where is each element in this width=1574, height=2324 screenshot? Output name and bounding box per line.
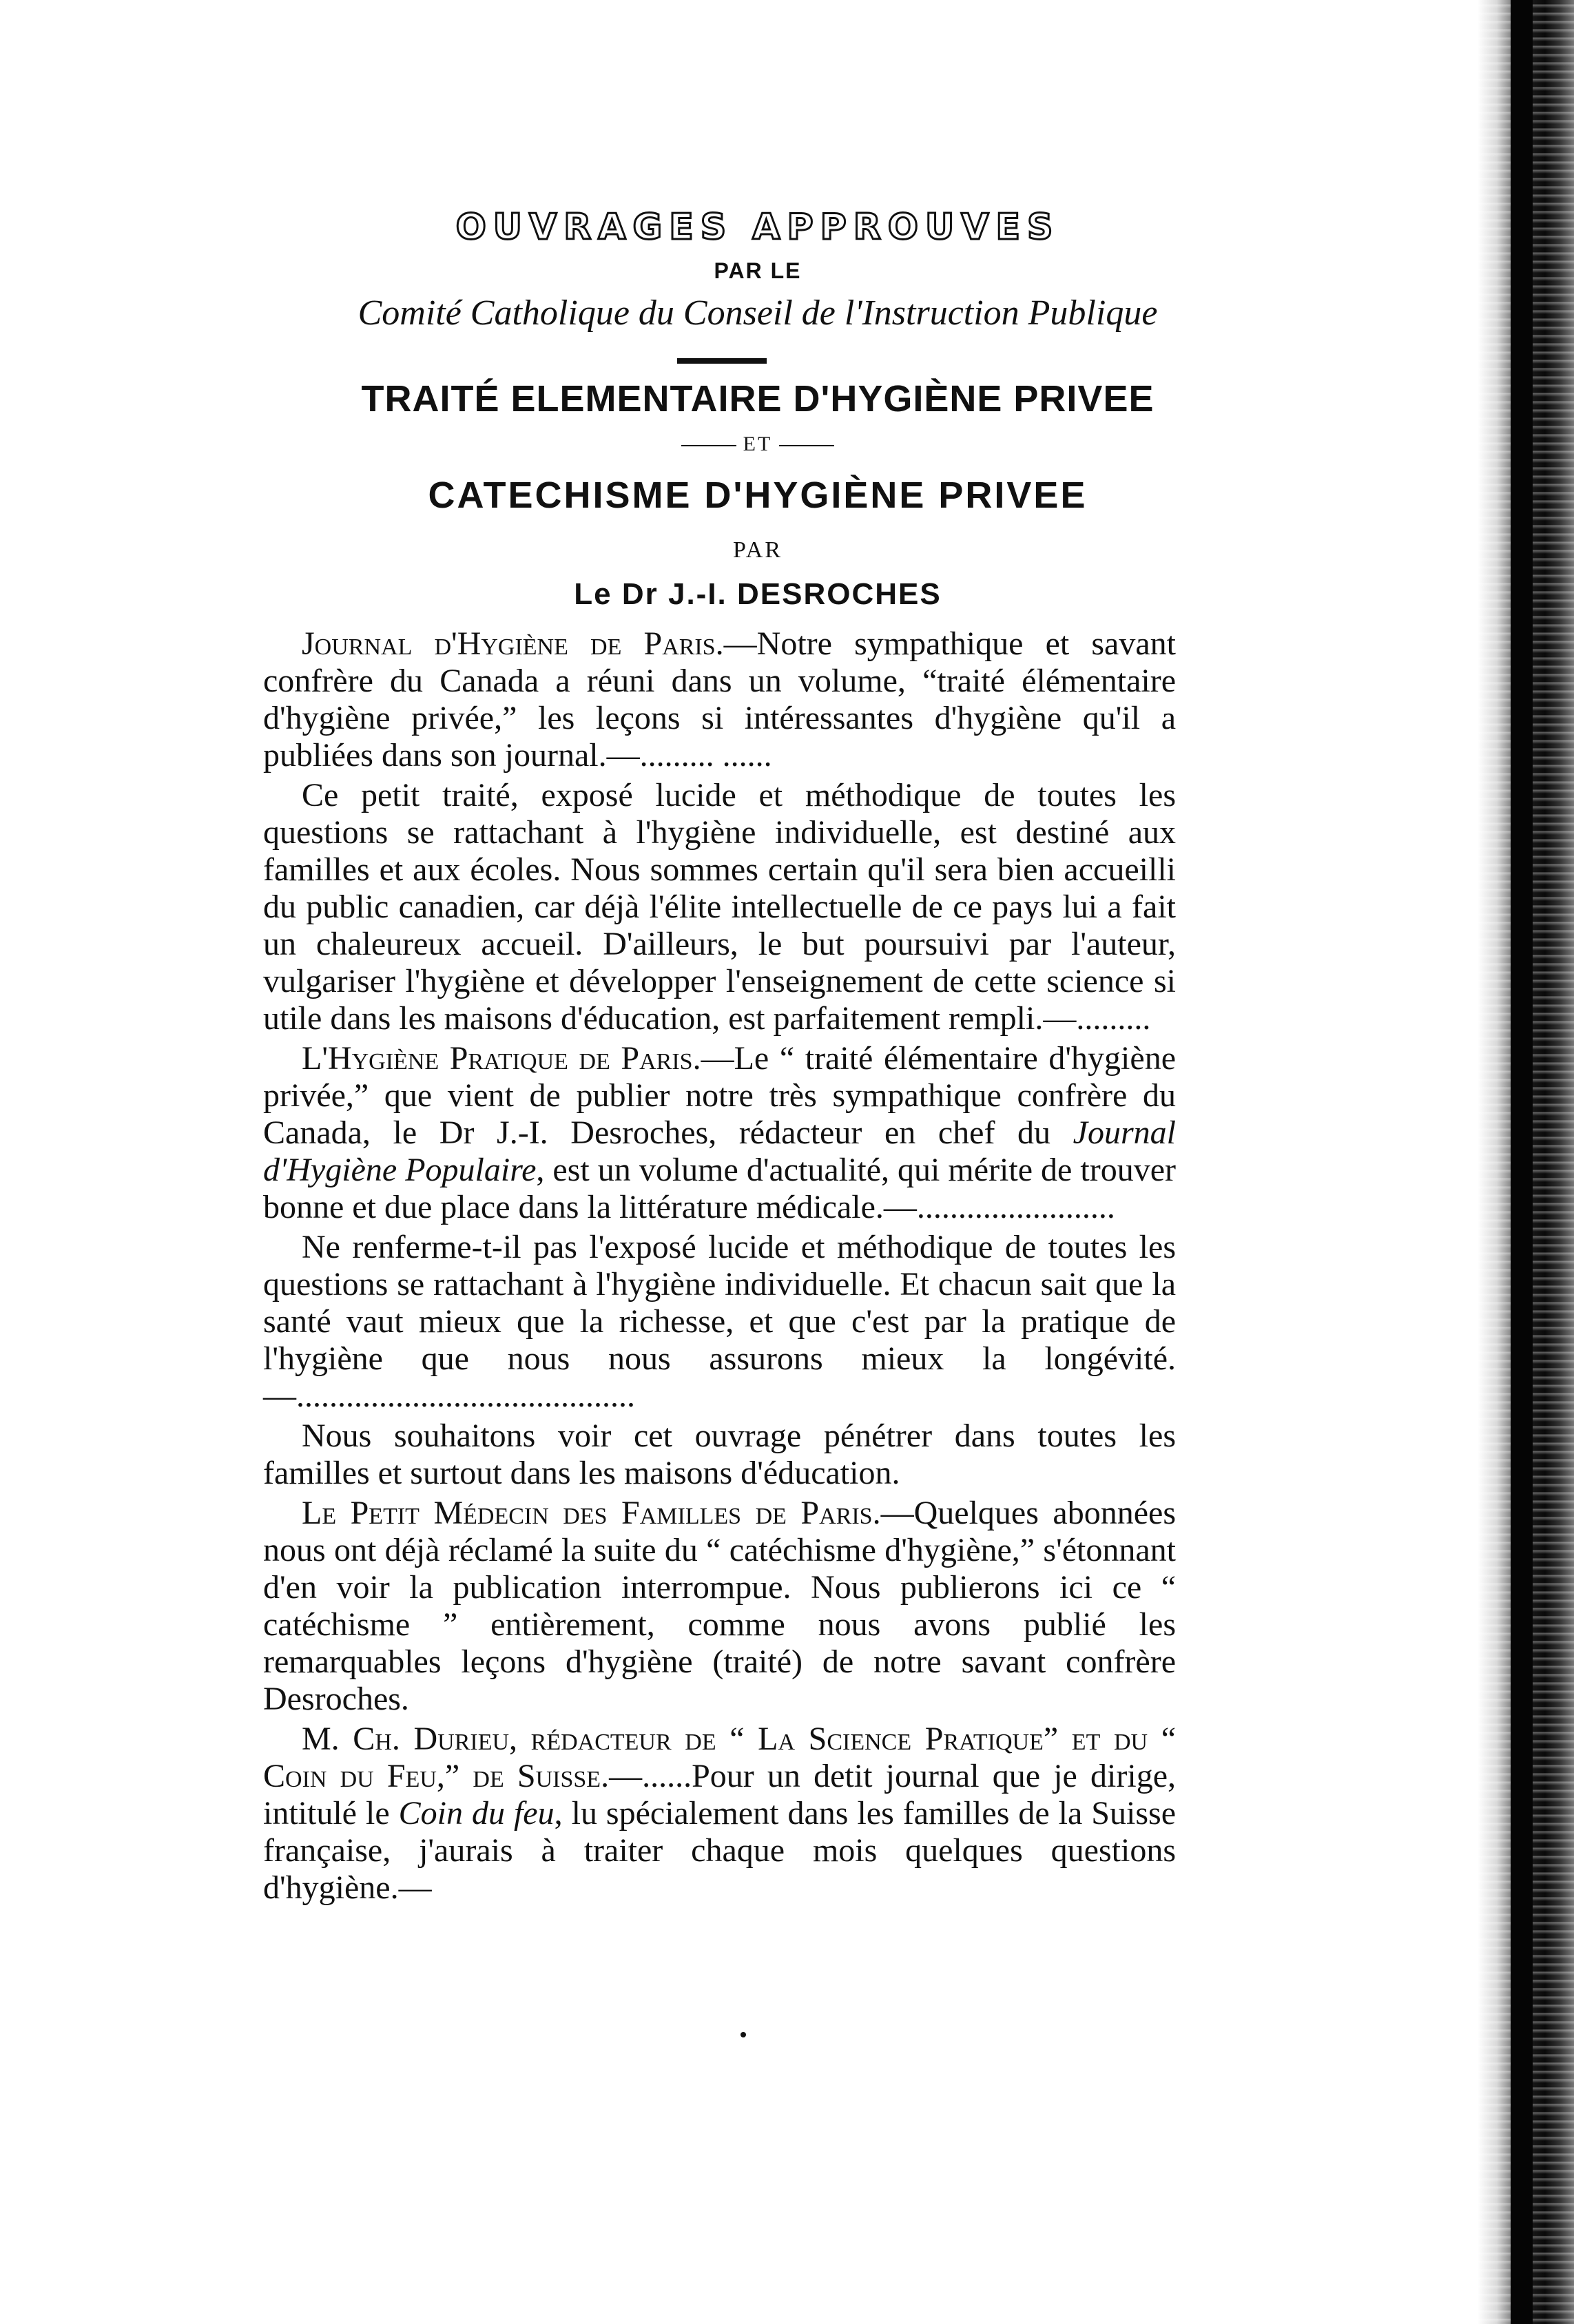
- source-name: L'Hygiène Pratique de Paris.: [302, 1040, 701, 1077]
- source-name: Journal d'Hygiène de Paris.: [302, 625, 724, 662]
- paragraph-text: —......Pour un detit journal que je dirige, intitulé le: [263, 1758, 1177, 1832]
- body-text: [263, 625, 1176, 1909]
- paragraph-text: —Le “ traité élémentaire d'hygiène privée,” que vient de publier notre très sympathique confrère du Canada, le Dr J.-I. Desroches, rédacteur en chef du: [263, 1040, 1176, 1151]
- source-name: M. Ch. Durieu, rédacteur de “ La Science Pratique” et du “ Coin du Feu,” de Suisse.: [263, 1721, 1176, 1794]
- dash-right: [779, 445, 834, 446]
- second-title: CATECHISME D'HYGIÈNE PRIVEE: [428, 475, 1088, 516]
- series-title: OUVRAGES APPROUVES: [455, 207, 1060, 248]
- par-le-label: PAR LE: [714, 258, 802, 283]
- et-label: ET: [743, 433, 773, 455]
- par-label: PAR: [732, 537, 783, 563]
- main-title: TRAITÉ ELEMENTAIRE D'HYGIÈNE PRIVEE: [361, 378, 1154, 419]
- paragraph: [263, 1418, 1176, 1492]
- paragraph: [263, 777, 1176, 1037]
- paragraph-text: Ce petit traité, exposé lucide et méthodique de toutes les questions se rattachant à l'hygiène individuelle, est destiné aux familles et aux écoles. Nous sommes certain qu'il sera bien accueilli du public canadien, car déjà l'élite intellectuelle de ce pays lui a fait un chaleureux accueil. D'ailleurs, le but poursuivi par l'auteur, vulgariser l'hygiène et développer l'enseignement de cette science si utile dans les maisons d'éducation, est parfaitement rempli.—.........: [263, 777, 1176, 1037]
- paragraph-text: , lu spécialement dans les familles de la Suisse française, j'aurais à traiter chaque mois quelques questions d'hygiène.—: [263, 1795, 1177, 1906]
- paragraph-text: —Quelques abonnées nous ont déjà réclamé la suite du “ catéchisme d'hygiène,” s'étonnant d'en voir la publication interrompue. Nous publierons ici ce “ catéchisme ” entièrement, comme nous avons publié les remarquables leçons d'hygiène (traité) de notre savant confrère Desroches.: [263, 1495, 1176, 1717]
- binding-shadow: [1511, 0, 1533, 2324]
- paragraph-text: , est un volume d'actualité, qui mérite de trouver bonne et due place dans la littérature médicale.—........................: [263, 1152, 1177, 1225]
- et-separator: [262, 433, 1254, 456]
- committee-name: Comité Catholique du Conseil de l'Instruction Publique: [358, 293, 1158, 333]
- paragraph: [263, 625, 1176, 774]
- dash-left: [681, 445, 736, 446]
- author-line: Le Dr J.-I. DESROCHES: [574, 577, 942, 611]
- scanned-binding-edge: [1478, 0, 1574, 2324]
- paragraph-text: Nous souhaitons voir cet ouvrage pénétrer dans toutes les familles et surtout dans les maisons d'éducation.: [263, 1418, 1176, 1491]
- paragraph: [263, 1721, 1176, 1907]
- source-name: Le Petit Médecin des Familles de Paris.: [302, 1495, 881, 1531]
- page-mark: [741, 2032, 746, 2037]
- journal-title: Journal d'Hygiène Populaire: [263, 1114, 1176, 1188]
- paragraph-text: Ne renferme-t-il pas l'exposé lucide et méthodique de toutes les questions se rattachant à l'hygiène individuelle. Et chacun sait que la santé vaut mieux que la richesse, et que c'est par la pratique de l'hygiène que nous nous assurons mieux la longévité.—.........................................: [263, 1229, 1176, 1414]
- paragraph: [263, 1495, 1176, 1718]
- paragraph: [263, 1229, 1176, 1415]
- paragraph: [263, 1040, 1176, 1226]
- journal-title: Coin du feu: [398, 1795, 555, 1832]
- paragraph-text: —Notre sympathique et savant confrère du Canada a réuni dans un volume, “traité élémentaire d'hygiène privée,” les leçons si intéressantes d'hygiène qu'il a publiées dans son journal.—......... ......: [263, 625, 1176, 774]
- title-rule: [677, 358, 767, 364]
